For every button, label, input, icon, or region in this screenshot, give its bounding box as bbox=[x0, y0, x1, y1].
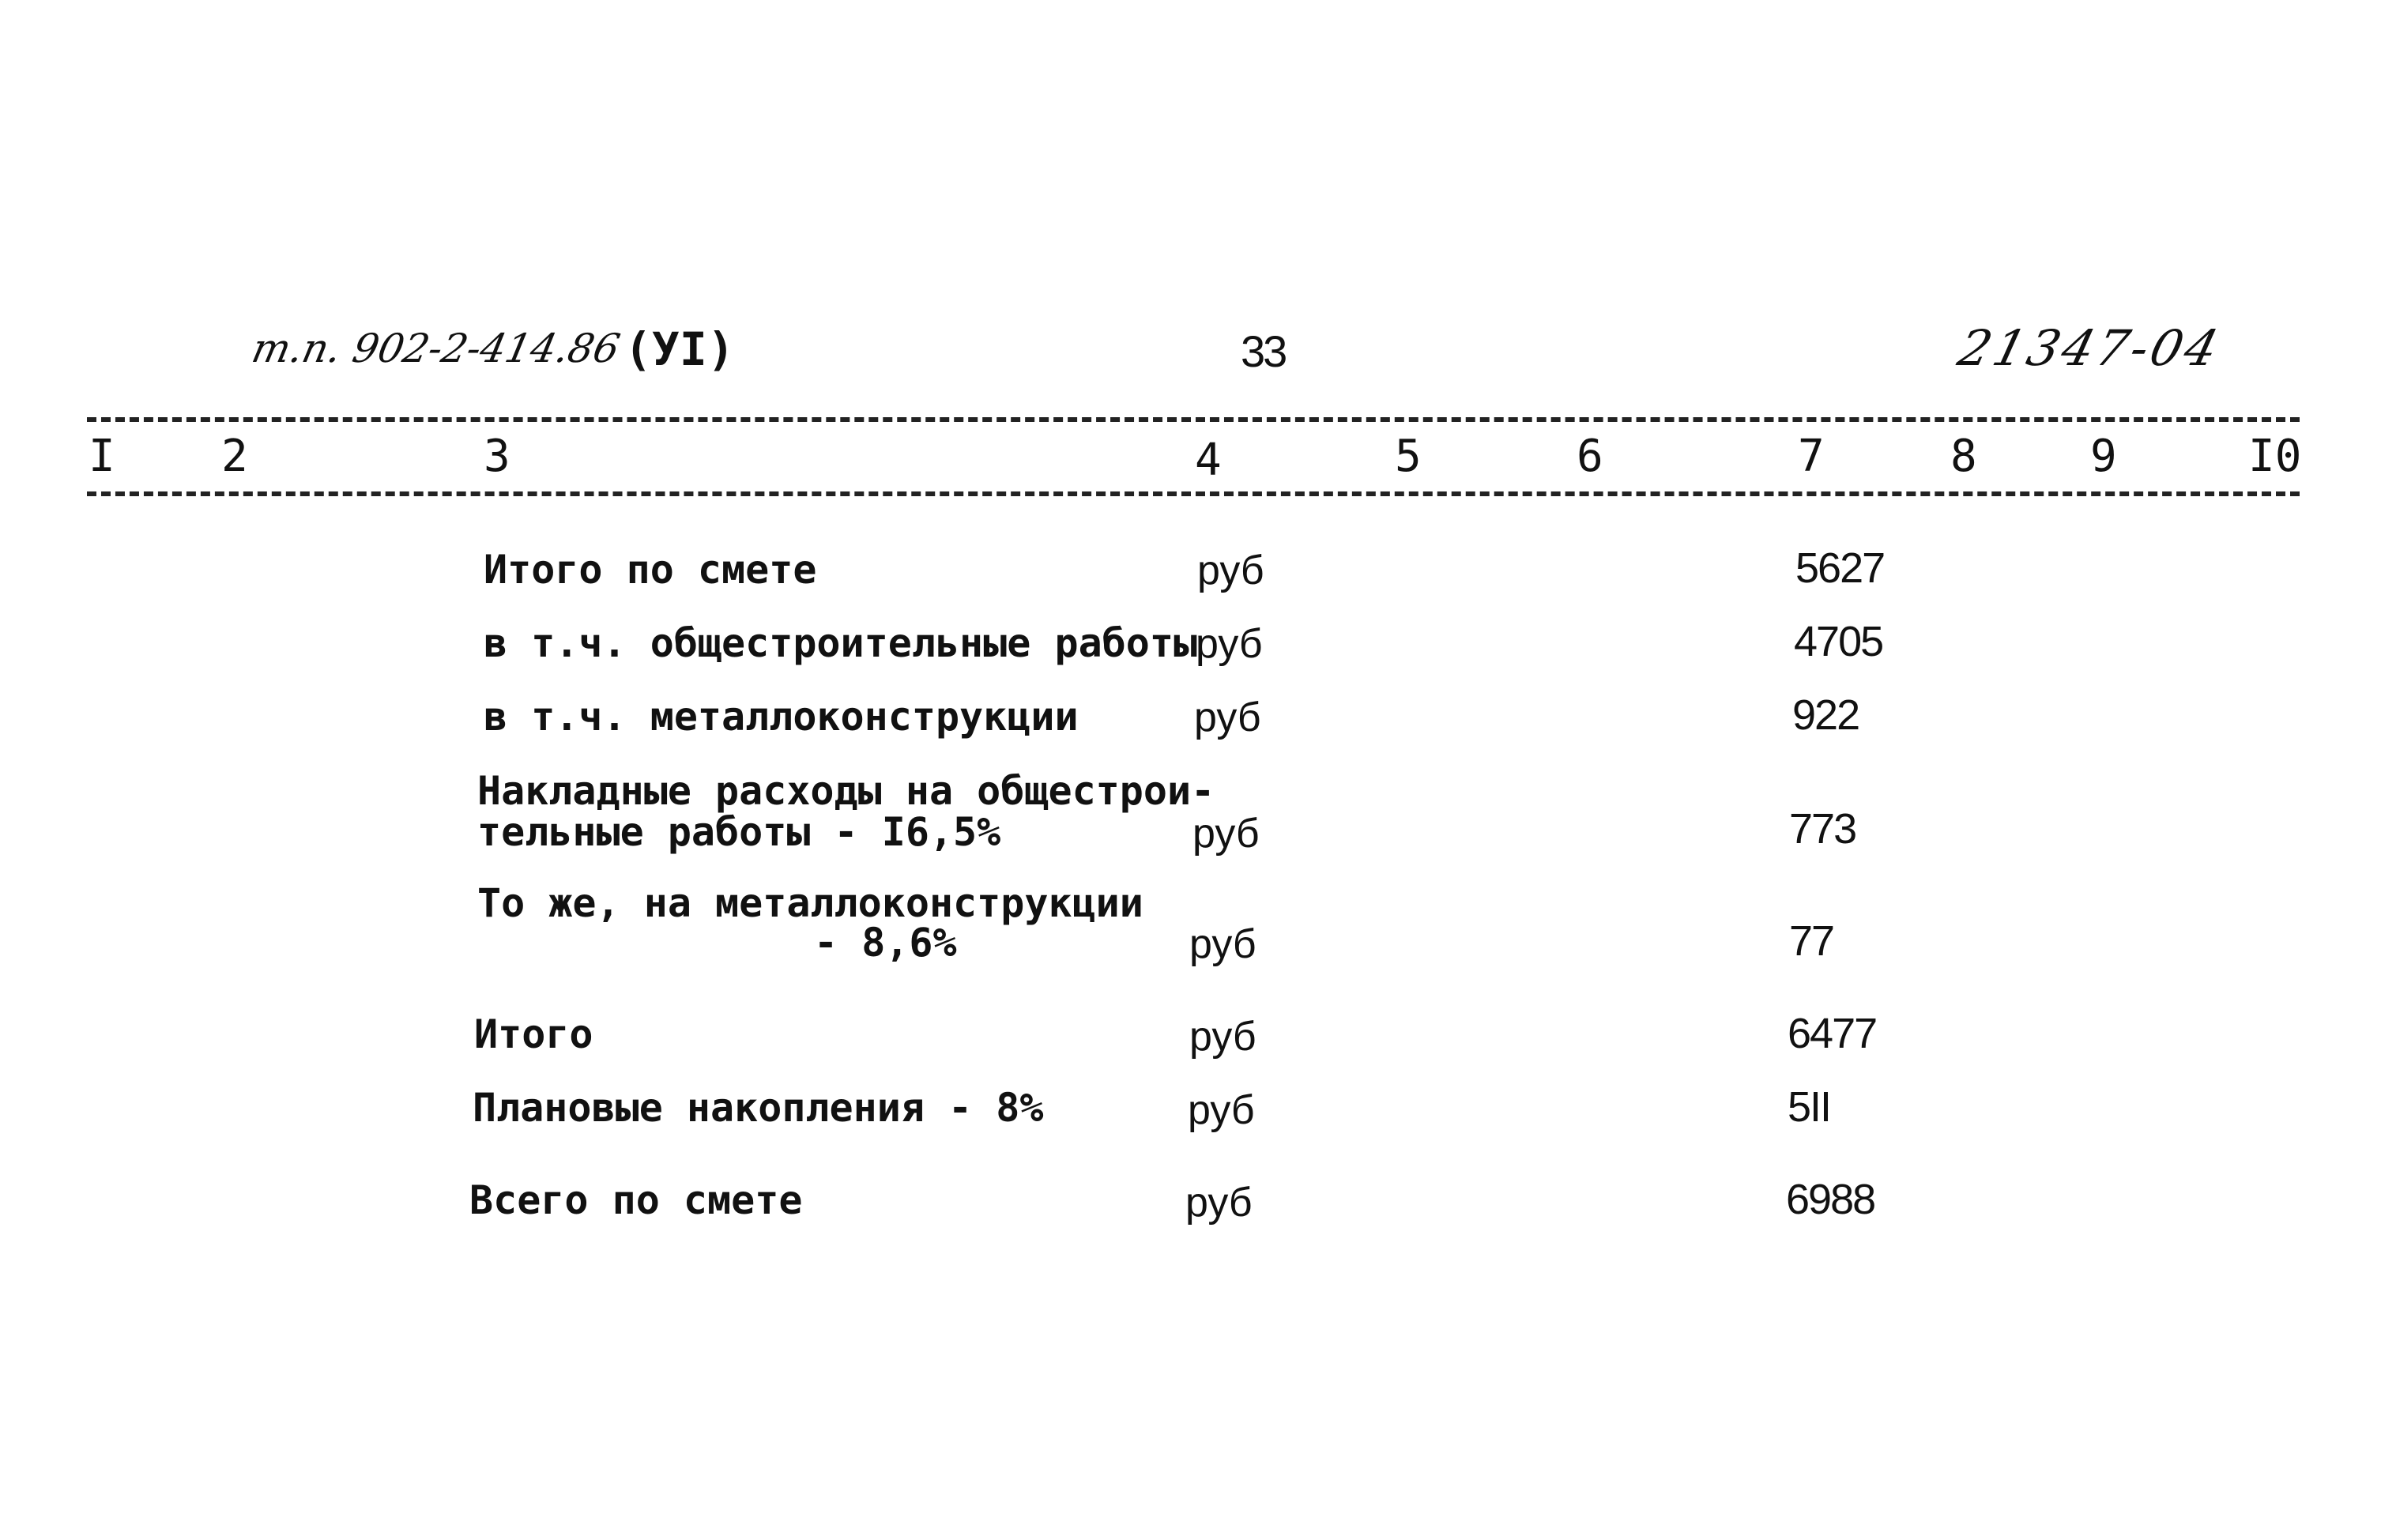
row-value: 5627 bbox=[1795, 544, 1885, 592]
row-name-continuation: тельные работы - I6,5% bbox=[477, 809, 1001, 855]
column-number-8: 8 bbox=[1950, 431, 1977, 482]
row-name: в т.ч. металлоконструкции bbox=[484, 694, 1079, 740]
column-number-2: 2 bbox=[221, 431, 248, 482]
row-value: 5II bbox=[1788, 1083, 1831, 1131]
header-bottom-rule bbox=[87, 491, 2300, 496]
row-unit: руб bbox=[1185, 1180, 1253, 1226]
row-name: Итого по смете bbox=[484, 547, 817, 593]
column-number-7: 7 bbox=[1798, 431, 1825, 482]
row-unit: руб bbox=[1194, 695, 1261, 740]
row-unit: руб bbox=[1197, 548, 1264, 593]
row-name: в т.ч. общестроительные работы bbox=[484, 620, 1198, 666]
row-unit: руб bbox=[1188, 1087, 1255, 1133]
row-name: Итого bbox=[474, 1011, 593, 1057]
row-value: 4705 bbox=[1794, 618, 1883, 665]
row-value: 6477 bbox=[1788, 1010, 1877, 1057]
row-value: 6988 bbox=[1786, 1176, 1875, 1223]
row-unit: руб bbox=[1192, 811, 1260, 857]
row-name: Накладные расходы на общестрои- bbox=[477, 768, 1215, 814]
row-unit: руб bbox=[1196, 621, 1263, 667]
column-number-6: 6 bbox=[1577, 431, 1603, 482]
row-value: 77 bbox=[1789, 917, 1834, 965]
row-value: 922 bbox=[1792, 691, 1859, 739]
section-label: (УI) bbox=[624, 322, 735, 376]
row-name: Плановые накопления - 8% bbox=[473, 1085, 1044, 1131]
column-number-10: I0 bbox=[2248, 431, 2302, 482]
row-unit: руб bbox=[1189, 1014, 1256, 1060]
row-value: 773 bbox=[1789, 805, 1856, 853]
row-unit: руб bbox=[1189, 921, 1256, 967]
archive-number: 21347-04 bbox=[1952, 319, 2228, 377]
page-number: 33 bbox=[1241, 326, 1286, 376]
column-number-9: 9 bbox=[2090, 431, 2117, 482]
doc-code: т.п. 902-2-414.86 bbox=[247, 326, 624, 371]
row-name: Всего по смете bbox=[469, 1177, 803, 1223]
row-name-continuation: - 8,6% bbox=[814, 920, 957, 966]
column-number-4: 4 bbox=[1195, 435, 1222, 486]
column-number-1: I bbox=[89, 431, 115, 482]
column-number-5: 5 bbox=[1395, 431, 1422, 482]
header-top-rule bbox=[87, 417, 2300, 422]
row-name: То же, на металлоконструкции bbox=[477, 880, 1143, 926]
column-number-3: 3 bbox=[484, 431, 510, 482]
